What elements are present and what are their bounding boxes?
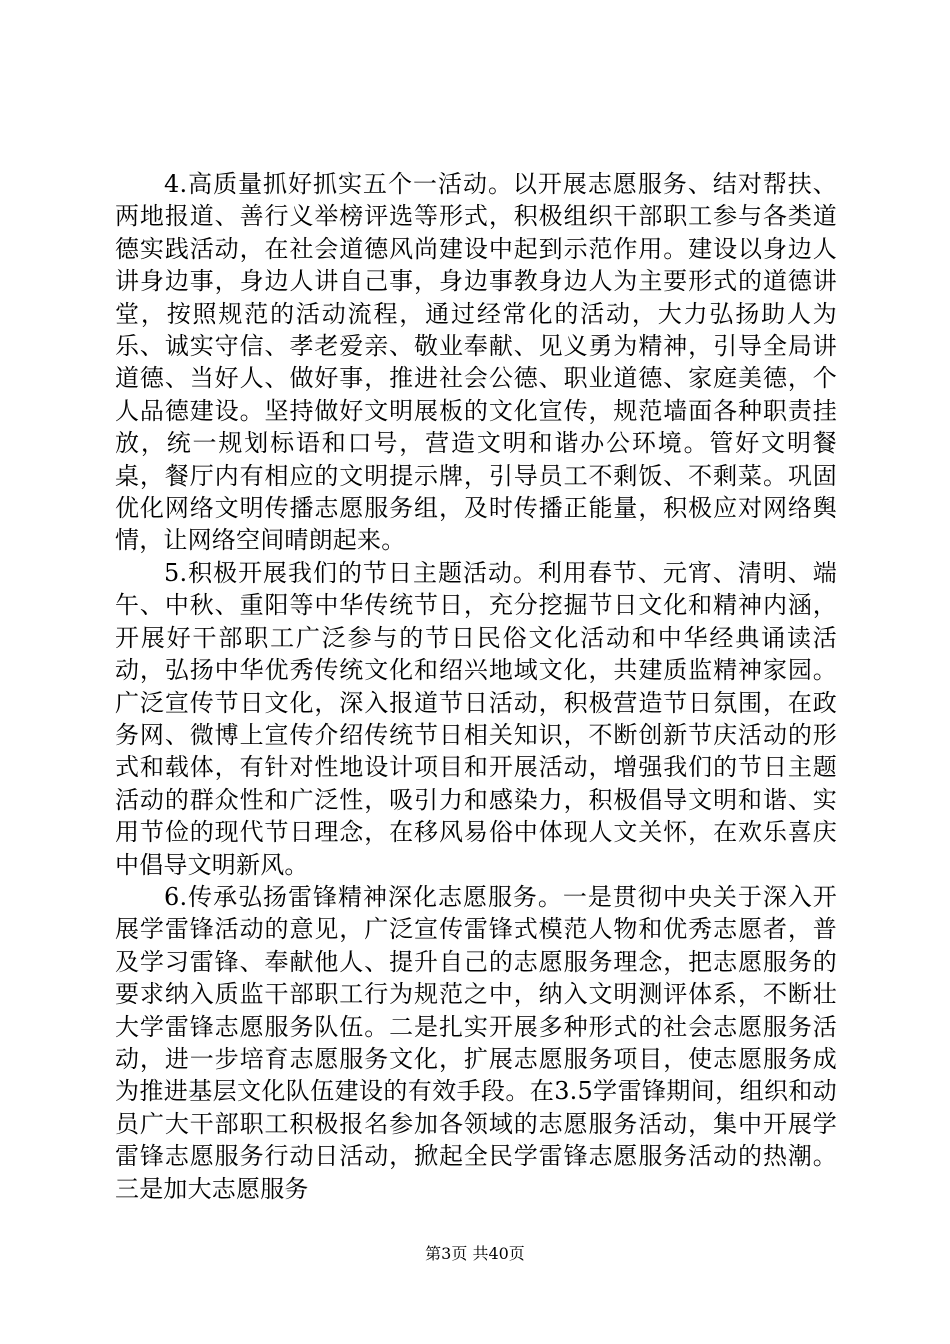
paragraph-6: 6.传承弘扬雷锋精神深化志愿服务。一是贯彻中央关于深入开展学雷锋活动的意见，广泛宣传雷锋式模范人物和优秀志愿者，普及学习雷锋、奉献他人、提升自己的志愿服务理念，把志愿服务的要求纳入质监干部职工行为规范之中，纳入文明测评体系，不断壮大学雷锋志愿服务队伍。二是扎实开展多种形式的社会志愿服务活动，进一步培育志愿服务文化，扩展志愿服务项目，使志愿服务成为推进基层文化队伍建设的有效手段。在3.5学雷锋期间，组织和动员广大干部职工积极报名参加各领域的志愿服务活动，集中开展学雷锋志愿服务行动日活动，掀起全民学雷锋志愿服务活动的热潮。三是加大志愿服务 — [115, 882, 837, 1203]
paragraph-4: 4.高质量抓好抓实五个一活动。以开展志愿服务、结对帮扶、两地报道、善行义举榜评选等形式，积极组织干部职工参与各类道德实践活动，在社会道德风尚建设中起到示范作用。建设以身边人讲身边事，身边人讲自己事，身边事教身边人为主要形式的道德讲堂，按照规范的活动流程，通过经常化的活动，大力弘扬助人为乐、诚实守信、孝老爱亲、敬业奉献、见义勇为精神，引导全局讲道德、当好人、做好事，推进社会公德、职业道德、家庭美德，个人品德建设。坚持做好文明展板的文化宣传，规范墙面各种职责挂放，统一规划标语和口号，营造文明和谐办公环境。管好文明餐桌，餐厅内有相应的文明提示牌，引导员工不剩饭、不剩菜。巩固优化网络文明传播志愿服务组，及时传播正能量，积极应对网络舆情，让网络空间晴朗起来。 — [115, 170, 837, 555]
body-text — [115, 168, 837, 1205]
page-footer: 第3页 共40页 — [425, 1244, 525, 1263]
paragraph-5: 5.积极开展我们的节日主题活动。利用春节、元宵、清明、端午、中秋、重阳等中华传统节日，充分挖掘节日文化和精神内涵，开展好干部职工广泛参与的节日民俗文化活动和中华经典诵读活动，弘扬中华优秀传统文化和绍兴地域文化，共建质监精神家园。广泛宣传节日文化，深入报道节日活动，积极营造节日氛围，在政务网、微博上宣传介绍传统节日相关知识，不断创新节庆活动的形式和载体，有针对性地设计项目和开展活动，增强我们的节日主题活动的群众性和广泛性，吸引力和感染力，积极倡导文明和谐、实用节俭的现代节日理念，在移风易俗中体现人文关怀，在欢乐喜庆中倡导文明新风。 — [115, 558, 837, 879]
